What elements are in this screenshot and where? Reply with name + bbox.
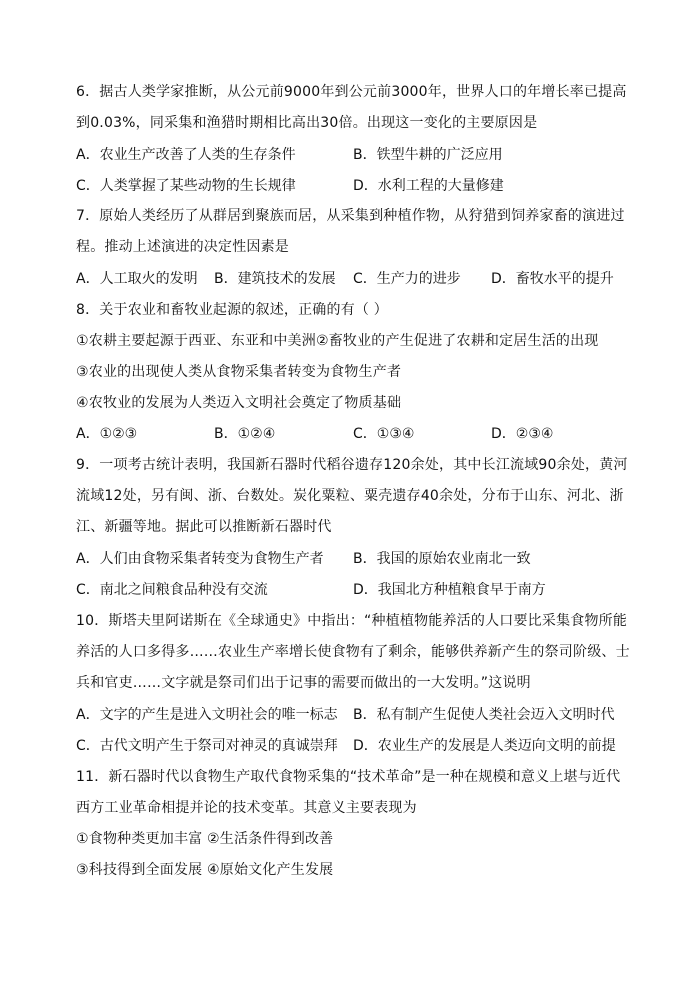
q6-option-d[interactable]: D．水利工程的大量修建	[353, 178, 504, 194]
q8-option-b[interactable]: B．①②④	[214, 426, 276, 442]
q9-stem-line-3: 江、新疆等地。据此可以推断新石器时代	[76, 519, 332, 535]
q9-stem-line-1: 9．一项考古统计表明，我国新石器时代稻谷遗存120余处，其中长江流域90余处，黄河	[76, 457, 628, 473]
q9-stem-line-2: 流域12处，另有闽、浙、台数处。炭化粟粒、粟壳遗存40余处，分布于山东、河北、浙	[76, 488, 624, 504]
q10-option-a[interactable]: A．文字的产生是进入文明社会的唯一标志	[76, 707, 338, 723]
q7-option-c[interactable]: C．生产力的进步	[353, 271, 461, 287]
q9-option-c[interactable]: C．南北之间粮食品种没有交流	[76, 582, 268, 598]
q11-item-line-1: ①食物种类更加丰富 ②生活条件得到改善	[76, 831, 334, 847]
q7-option-b[interactable]: B．建筑技术的发展	[214, 271, 336, 287]
q9-option-d[interactable]: D．我国北方种植粮食早于南方	[353, 582, 546, 598]
q11-stem-line-2: 西方工业革命相提并论的技术变革。其意义主要表现为	[76, 800, 417, 816]
q6-stem-line-2: 到0.03%，同采集和渔猎时期相比高出30倍。出现这一变化的主要原因是	[76, 115, 538, 131]
q7-stem-line-2: 程。推动上述演进的决定性因素是	[76, 239, 289, 255]
q11-stem-line-1: 11．新石器时代以食物生产取代食物采集的“技术革命”是一种在规模和意义上堪与近代	[76, 769, 621, 785]
q6-option-a[interactable]: A．农业生产改善了人类的生存条件	[76, 147, 296, 163]
q8-item-line-2: ③农业的出现使人类从食物采集者转变为食物生产者	[76, 364, 402, 380]
q8-stem-line-1: 8．关于农业和畜牧业起源的叙述，正确的有（ ）	[76, 302, 388, 318]
q6-stem-line-1: 6．据古人类学家推断，从公元前9000年到公元前3000年，世界人口的年增长率已提高	[76, 84, 627, 100]
q8-option-a[interactable]: A．①②③	[76, 426, 138, 442]
q8-option-d[interactable]: D．②③④	[491, 426, 554, 442]
q7-option-d[interactable]: D．畜牧水平的提升	[491, 271, 614, 287]
q6-option-c[interactable]: C．人类掌握了某些动物的生长规律	[76, 178, 296, 194]
q9-option-b[interactable]: B．我国的原始农业南北一致	[353, 551, 531, 567]
q7-stem-line-1: 7．原始人类经历了从群居到聚族而居，从采集到种植作物，从狩猎到饲养家畜的演进过	[76, 208, 625, 224]
q8-item-line-1: ①农耕主要起源于西亚、东亚和中美洲②畜牧业的产生促进了农耕和定居生活的出现	[76, 333, 599, 349]
q10-stem-line-2: 养活的人口多得多……农业生产率增长使食物有了剩余，能够供养新产生的祭司阶级、士	[76, 644, 630, 660]
q10-stem-line-1: 10．斯塔夫里阿诺斯在《全球通史》中指出：“种植植物能养活的人口要比采集食物所能	[76, 613, 628, 629]
q11-item-line-2: ③科技得到全面发展 ④原始文化产生发展	[76, 862, 334, 878]
q10-option-b[interactable]: B．私有制产生促使人类社会迈入文明时代	[353, 707, 615, 723]
q10-option-d[interactable]: D．农业生产的发展是人类迈向文明的前提	[353, 738, 616, 754]
q8-option-c[interactable]: C．①③④	[353, 426, 415, 442]
q10-option-c[interactable]: C．古代文明产生于祭司对神灵的真诚崇拜	[76, 738, 338, 754]
q9-option-a[interactable]: A．人们由食物采集者转变为食物生产者	[76, 551, 324, 567]
q8-item-line-3: ④农牧业的发展为人类迈入文明社会奠定了物质基础	[76, 395, 402, 411]
q6-option-b[interactable]: B．铁型牛耕的广泛应用	[353, 147, 503, 163]
q7-option-a[interactable]: A．人工取火的发明	[76, 271, 198, 287]
q10-stem-line-3: 兵和官吏……文字就是祭司们出于记事的需要而做出的一大发明。”这说明	[76, 675, 531, 691]
